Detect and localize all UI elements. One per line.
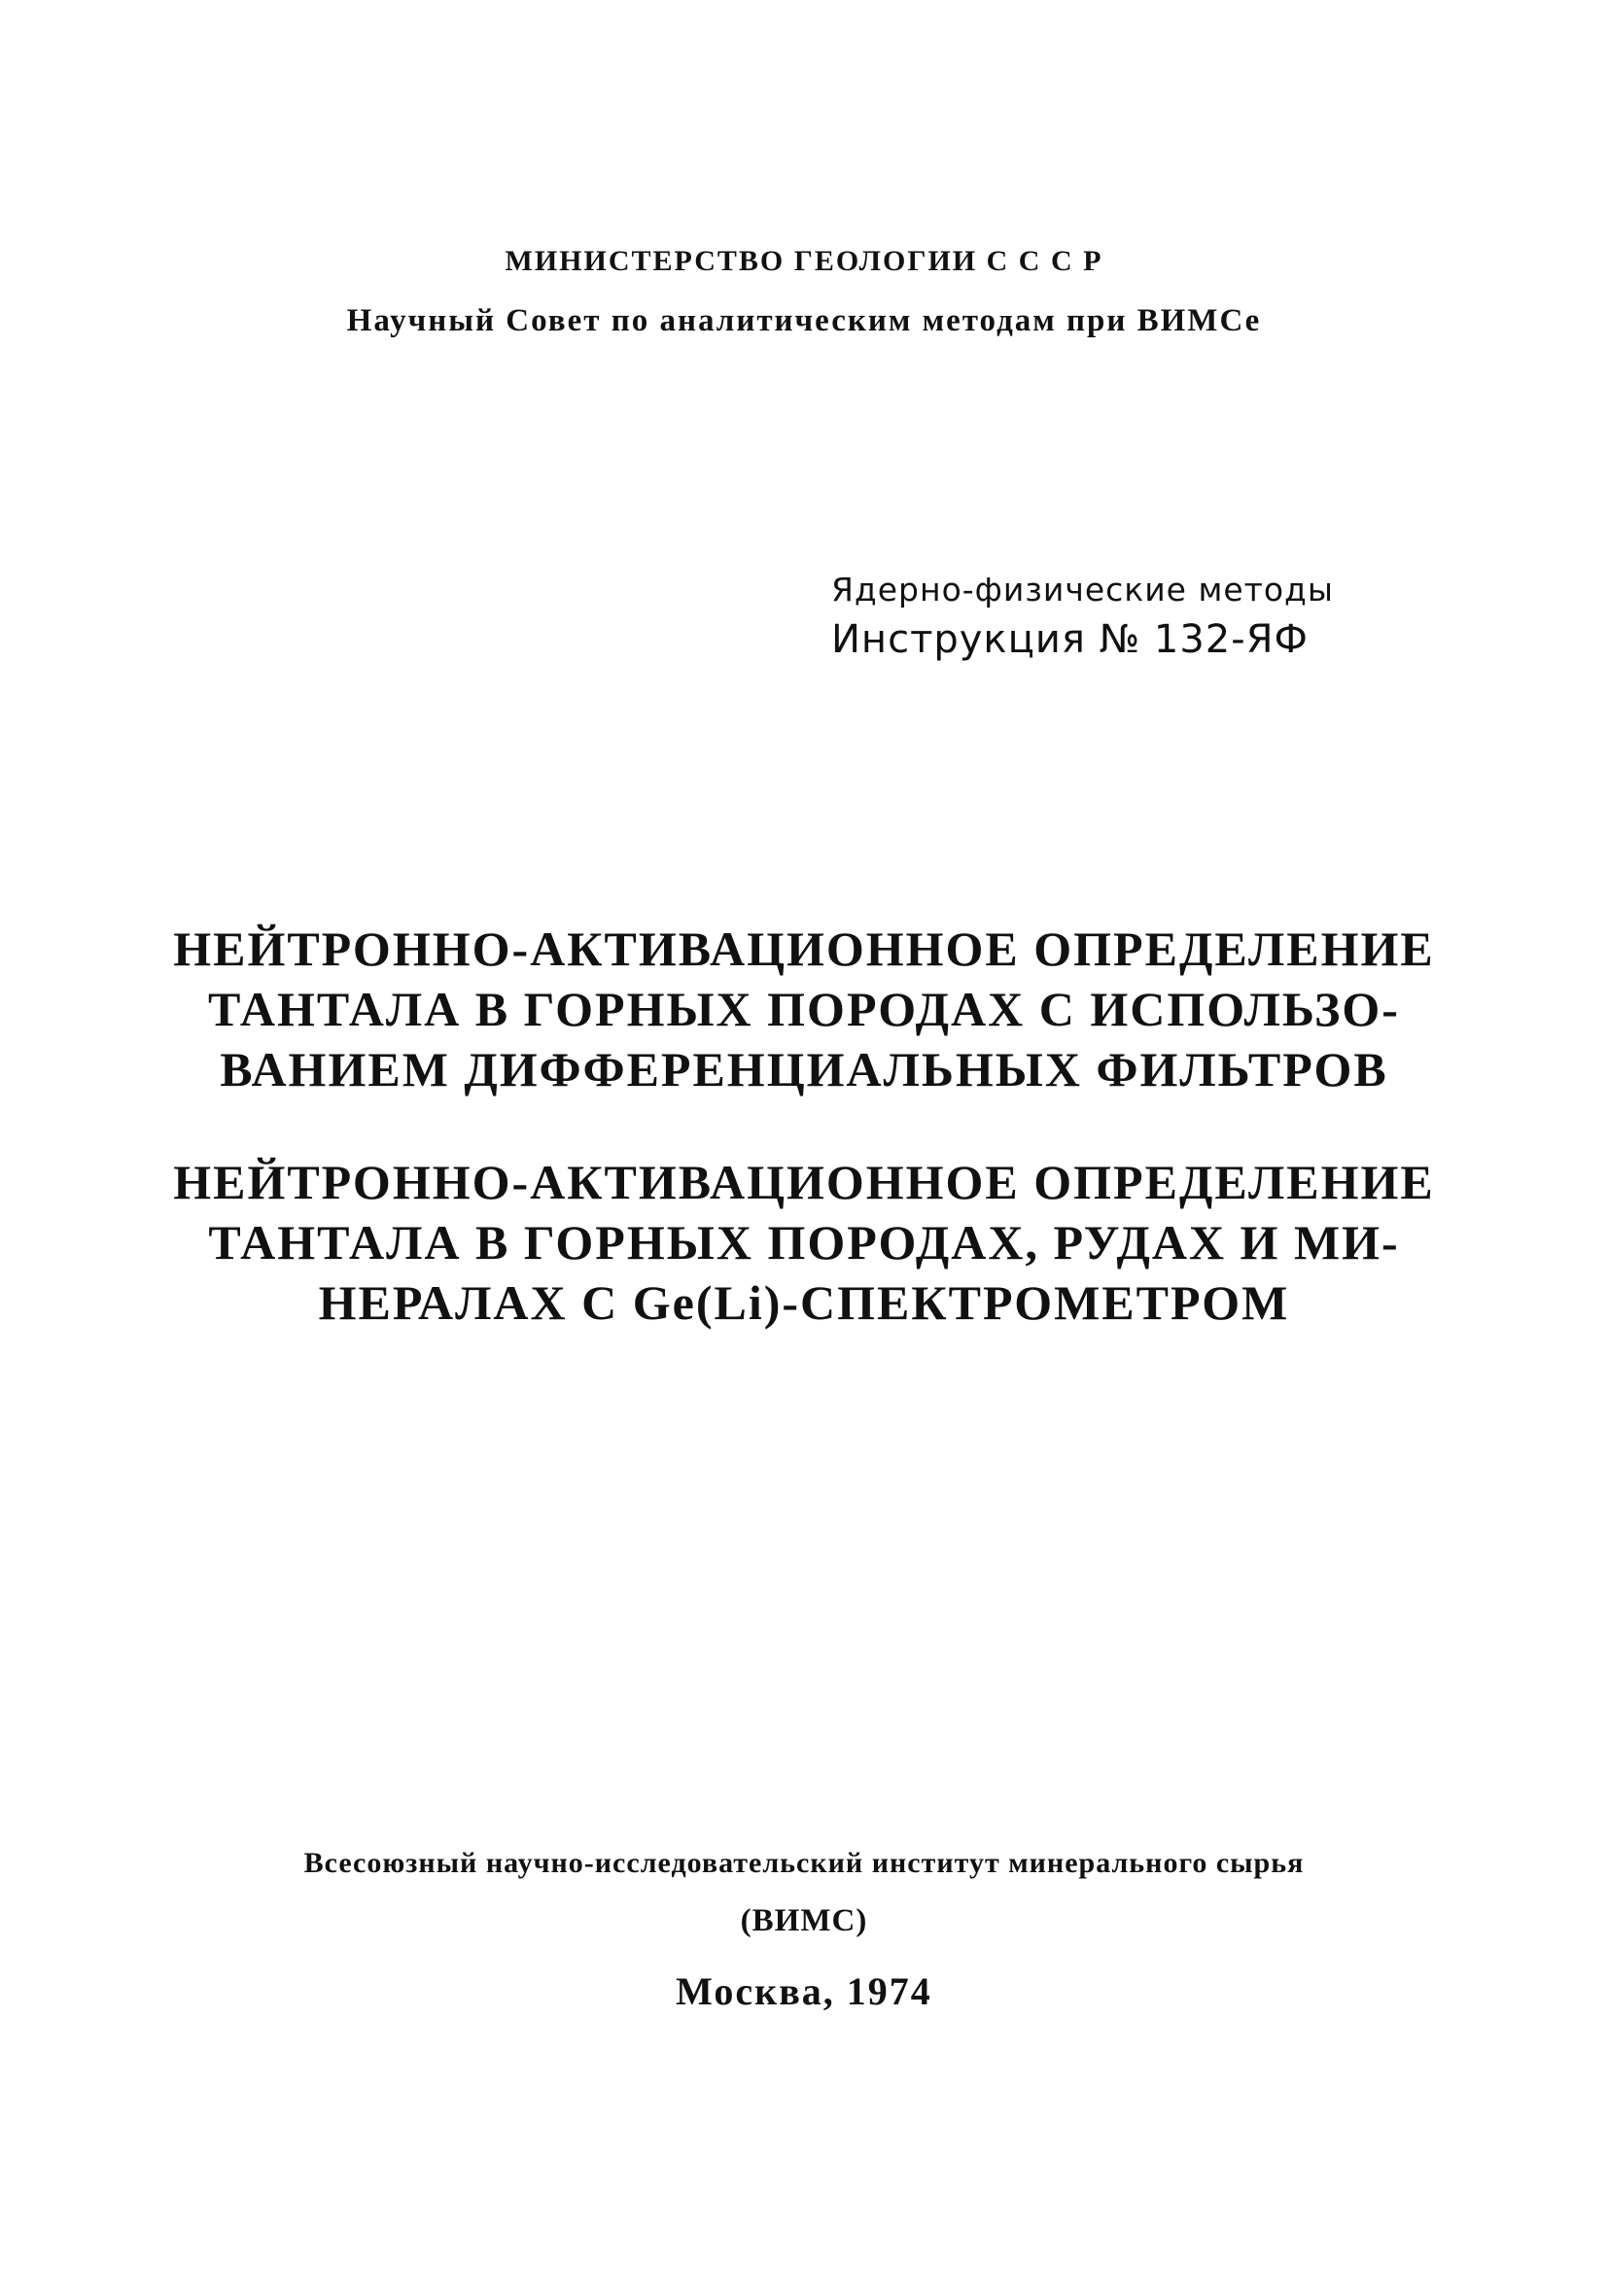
ministry-heading: МИНИСТЕРСТВО ГЕОЛОГИИ С С С Р bbox=[505, 245, 1103, 277]
city-year: Москва, 1974 bbox=[676, 1969, 932, 2013]
instruction-number: Инструкция № 132-ЯФ bbox=[831, 617, 1309, 662]
title-second-line-1: НЕЙТРОННО-АКТИВАЦИОННОЕ ОПРЕДЕЛЕНИЕ bbox=[173, 1155, 1435, 1209]
title-second-line-3: НЕРАЛАХ С Ge(Li)-СПЕКТРОМЕТРОМ bbox=[318, 1275, 1290, 1330]
title-first-line-2: ТАНТАЛА В ГОРНЫХ ПОРОДАХ С ИСПОЛЬЗО- bbox=[208, 982, 1400, 1036]
title-second-line-2: ТАНТАЛА В ГОРНЫХ ПОРОДАХ, РУДАХ И МИ- bbox=[208, 1215, 1400, 1270]
publisher-abbreviation: (ВИМС) bbox=[740, 1903, 868, 1938]
title-first-line-1: НЕЙТРОННО-АКТИВАЦИОННОЕ ОПРЕДЕЛЕНИЕ bbox=[173, 922, 1435, 976]
series-name: Ядерно-физические методы bbox=[831, 571, 1334, 609]
council-heading: Научный Совет по аналитическим методам при ВИМСе bbox=[346, 303, 1262, 338]
title-second bbox=[0, 1152, 1608, 1333]
publisher-name: Всесоюзный научно-исследовательский институт минерального сырья bbox=[303, 1847, 1305, 1879]
series-block bbox=[831, 569, 1334, 666]
title-first-line-3: ВАНИЕМ ДИФФЕРЕНЦИАЛЬНЫХ ФИЛЬТРОВ bbox=[220, 1042, 1388, 1096]
title-first bbox=[0, 919, 1608, 1099]
